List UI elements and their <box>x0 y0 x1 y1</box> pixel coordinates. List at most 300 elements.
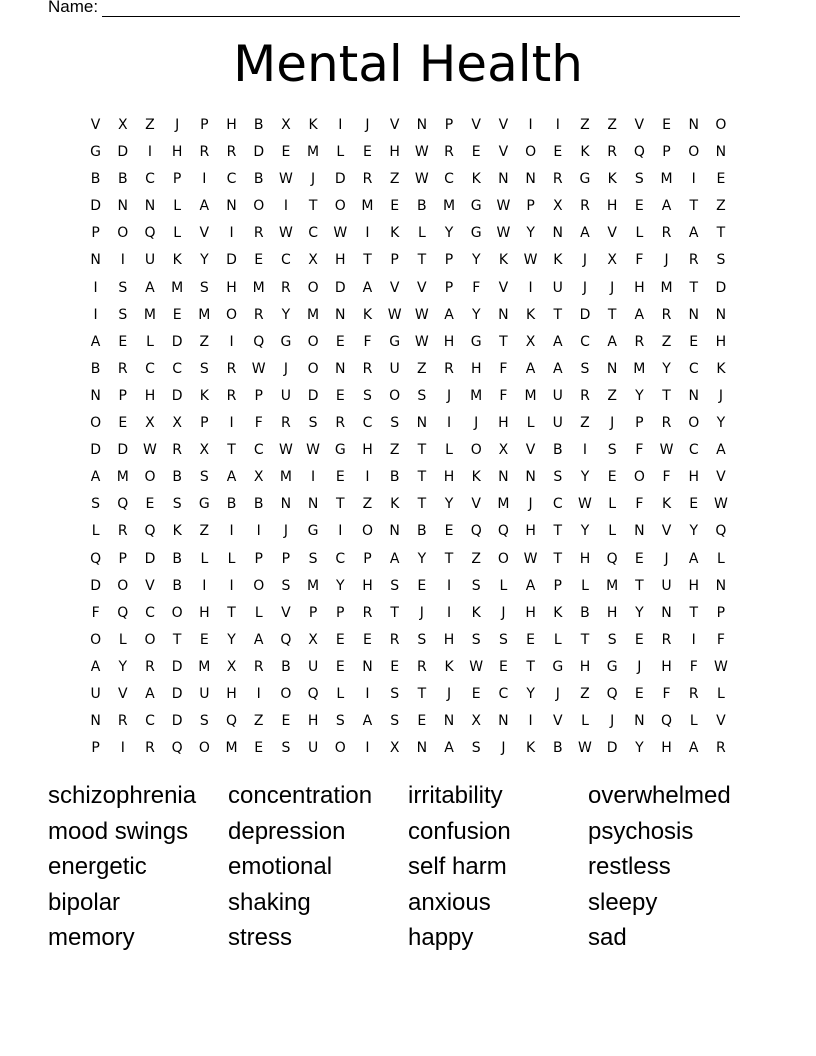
grid-row <box>82 302 735 329</box>
grid-letter: S <box>199 279 209 296</box>
grid-letter: I <box>120 740 125 757</box>
grid-letter: P <box>254 387 263 404</box>
grid-letter: N <box>634 523 645 540</box>
grid-letter: E <box>199 631 209 648</box>
grid-letter: I <box>147 144 153 161</box>
grid-letter: T <box>336 496 345 513</box>
grid-row <box>82 329 735 356</box>
grid-letter: V <box>607 225 617 242</box>
grid-letter: W <box>523 550 538 567</box>
grid-letter: T <box>689 198 698 215</box>
grid-letter: C <box>688 360 699 377</box>
grid-letter: H <box>362 577 373 594</box>
grid-letter: L <box>717 685 725 702</box>
grid-letter: I <box>229 577 234 594</box>
grid-letter: O <box>253 577 265 594</box>
grid-letter: O <box>171 604 183 621</box>
grid-letter: T <box>417 252 427 269</box>
grid-letter: F <box>472 279 481 296</box>
grid-letter: S <box>281 740 291 757</box>
grid-letter: V <box>199 225 210 242</box>
grid-letter: Y <box>200 252 209 269</box>
grid-letter: W <box>496 198 511 215</box>
grid-letter: I <box>283 198 288 215</box>
grid-letter: O <box>144 631 156 648</box>
grid-letter: D <box>90 577 101 594</box>
grid-letter: F <box>635 442 644 459</box>
grid-letter: E <box>390 658 400 675</box>
grid-letter: E <box>335 631 345 648</box>
grid-letter: V <box>117 685 128 702</box>
grid-letter: J <box>175 117 180 133</box>
grid-letter: M <box>279 469 292 486</box>
grid-letter: S <box>199 469 209 486</box>
grid-letter: L <box>689 713 698 730</box>
grid-letter: I <box>528 279 533 296</box>
grid-letter: Z <box>199 333 210 350</box>
grid-letter: R <box>335 415 346 432</box>
grid-letter: U <box>552 387 563 404</box>
grid-letter: L <box>91 523 100 540</box>
grid-letter: S <box>553 469 563 486</box>
grid-letter: N <box>90 252 101 269</box>
grid-letter: S <box>390 685 400 702</box>
grid-letter: O <box>334 740 346 757</box>
grid-letter: T <box>607 306 617 323</box>
grid-letter: D <box>334 171 346 188</box>
grid-letter: S <box>335 713 345 730</box>
grid-letter: T <box>526 658 535 675</box>
grid-letter: N <box>498 469 509 486</box>
grid-letter: P <box>390 252 399 269</box>
grid-letter: T <box>689 279 698 296</box>
grid-letter: S <box>607 442 617 459</box>
grid-letter: E <box>526 631 536 648</box>
grid-letter: K <box>172 252 182 269</box>
grid-letter: N <box>144 198 156 215</box>
grid-letter: Z <box>253 713 264 730</box>
grid-letter: R <box>362 171 373 188</box>
grid-letter: L <box>227 550 236 567</box>
grid-letter: W <box>278 171 293 188</box>
grid-letter: Z <box>417 360 427 377</box>
grid-letter: D <box>171 685 183 702</box>
grid-row <box>82 166 735 193</box>
grid-letter: N <box>525 469 536 486</box>
grid-letter: A <box>362 279 373 296</box>
grid-letter: C <box>145 360 155 377</box>
grid-letter: Y <box>444 496 454 513</box>
grid-letter: N <box>498 306 509 323</box>
grid-letter: A <box>199 198 210 215</box>
grid-letter: X <box>253 469 264 486</box>
grid-letter: O <box>633 469 645 486</box>
grid-letter: V <box>498 279 509 296</box>
grid-letter: L <box>336 685 345 702</box>
grid-letter: G <box>470 225 482 242</box>
grid-letter: B <box>117 171 128 188</box>
grid-letter: D <box>606 740 618 757</box>
grid-letter: X <box>281 117 291 133</box>
grid-letter: K <box>390 225 400 242</box>
grid-letter: N <box>280 496 292 513</box>
grid-letter: E <box>281 713 291 730</box>
grid-letter: H <box>226 117 237 133</box>
grid-letter: T <box>553 550 563 567</box>
grid-letter: A <box>444 306 454 323</box>
grid-letter: L <box>417 225 426 242</box>
grid-letter: S <box>580 360 590 377</box>
grid-letter: K <box>199 387 209 404</box>
grid-letter: J <box>637 658 642 675</box>
grid-row <box>82 573 735 600</box>
grid-letter: O <box>361 523 373 540</box>
grid-letter: N <box>715 144 727 161</box>
grid-letter: P <box>118 550 127 567</box>
grid-letter: T <box>227 604 236 621</box>
grid-letter: L <box>717 550 725 567</box>
grid-letter: A <box>688 550 699 567</box>
grid-letter: W <box>659 442 674 459</box>
grid-letter: K <box>444 658 454 675</box>
grid-letter: R <box>661 415 672 432</box>
grid-letter: C <box>226 171 237 188</box>
grid-letter: K <box>661 496 672 513</box>
grid-letter: N <box>416 117 428 133</box>
grid-letter: E <box>634 550 644 567</box>
grid-row <box>82 112 735 139</box>
grid-letter: A <box>688 740 699 757</box>
grid-letter: R <box>145 658 155 675</box>
grid-letter: M <box>198 306 211 323</box>
grid-letter: Z <box>362 496 373 513</box>
grid-letter: Y <box>118 658 128 675</box>
grid-letter: Q <box>715 523 727 540</box>
grid-letter: X <box>308 252 318 269</box>
grid-letter: F <box>499 387 508 404</box>
grid-letter: W <box>414 333 429 350</box>
grid-letter: S <box>417 387 427 404</box>
grid-letter: J <box>582 279 588 296</box>
word-bank-item: memory <box>48 924 135 951</box>
grid-letter: R <box>661 631 672 648</box>
grid-letter: R <box>172 442 183 459</box>
grid-letter: X <box>389 740 400 757</box>
grid-row <box>82 275 735 302</box>
grid-letter: P <box>553 577 562 594</box>
grid-letter: N <box>688 306 699 323</box>
grid-letter: H <box>226 685 237 702</box>
grid-letter: N <box>443 713 455 730</box>
grid-letter: L <box>526 415 535 432</box>
grid-letter: N <box>362 658 373 675</box>
grid-letter: R <box>661 225 672 242</box>
grid-letter: G <box>470 198 482 215</box>
grid-letter: R <box>688 685 699 702</box>
grid-letter: T <box>635 577 644 594</box>
word-bank-item: overwhelmed <box>588 782 731 809</box>
grid-letter: E <box>689 496 699 513</box>
grid-letter: E <box>254 740 264 757</box>
grid-letter: C <box>308 225 318 242</box>
grid-letter: E <box>145 496 155 513</box>
grid-letter: B <box>172 577 182 594</box>
grid-letter: W <box>414 144 429 161</box>
grid-letter: M <box>307 577 320 594</box>
grid-letter: J <box>283 360 288 377</box>
grid-letter: M <box>198 658 211 675</box>
grid-letter: R <box>226 360 237 377</box>
grid-letter: I <box>555 117 560 133</box>
grid-letter: R <box>362 604 373 621</box>
grid-letter: Y <box>227 631 236 648</box>
grid-letter: D <box>226 252 237 269</box>
grid-letter: Q <box>606 550 618 567</box>
grid-letter: V <box>471 117 481 133</box>
grid-letter: A <box>525 577 536 594</box>
grid-row <box>82 437 735 464</box>
grid-letter: J <box>528 496 533 513</box>
grid-letter: C <box>362 415 373 432</box>
grid-letter: U <box>144 252 156 269</box>
word-bank-item: anxious <box>408 888 491 916</box>
grid-letter: F <box>635 252 644 269</box>
grid-letter: P <box>118 387 127 404</box>
grid-letter: N <box>389 523 400 540</box>
grid-letter: A <box>525 360 536 377</box>
grid-letter: M <box>116 469 129 486</box>
grid-letter: Z <box>145 117 155 133</box>
grid-letter: U <box>307 740 319 757</box>
grid-letter: A <box>90 658 101 675</box>
grid-letter: T <box>662 387 671 404</box>
grid-letter: K <box>553 604 563 621</box>
word-bank-item: mood swings <box>48 817 189 845</box>
grid-letter: E <box>498 658 508 675</box>
grid-letter: X <box>145 415 155 432</box>
grid-letter: J <box>664 252 669 269</box>
grid-letter: N <box>416 740 428 757</box>
grid-letter: H <box>688 577 699 594</box>
grid-letter: S <box>172 496 182 513</box>
grid-letter: U <box>280 387 292 404</box>
grid-letter: Y <box>471 252 481 269</box>
grid-letter: J <box>446 387 452 404</box>
word-bank-item: shaking <box>228 888 311 916</box>
grid-row <box>82 193 735 220</box>
grid-letter: A <box>661 198 672 215</box>
grid-letter: P <box>444 117 454 133</box>
grid-letter: T <box>172 631 182 648</box>
grid-letter: U <box>661 577 672 594</box>
word-bank-item: sad <box>588 924 627 951</box>
grid-letter: O <box>90 631 102 648</box>
word-bank-item: irritability <box>408 782 503 809</box>
grid-letter: Q <box>117 604 129 621</box>
word-bank-item: restless <box>588 853 671 880</box>
grid-letter: I <box>229 225 234 242</box>
grid-letter: O <box>117 225 129 242</box>
grid-letter: S <box>634 171 644 188</box>
grid-letter: I <box>691 631 696 648</box>
grid-letter: V <box>471 496 481 513</box>
grid-letter: I <box>365 469 370 486</box>
grid-letter: X <box>498 442 509 459</box>
grid-letter: Y <box>417 550 427 567</box>
grid-letter: K <box>471 604 481 621</box>
grid-letter: K <box>471 469 481 486</box>
grid-letter: I <box>256 523 261 540</box>
grid-letter: E <box>417 577 427 594</box>
grid-letter: O <box>334 198 346 215</box>
grid-letter: K <box>362 306 373 323</box>
grid-letter: D <box>171 713 183 730</box>
grid-letter: O <box>389 387 401 404</box>
grid-letter: X <box>308 631 318 648</box>
grid-row <box>82 464 735 491</box>
grid-row <box>82 410 735 437</box>
grid-letter: P <box>91 740 100 757</box>
grid-letter: E <box>716 171 726 188</box>
grid-letter: A <box>552 333 563 350</box>
grid-letter: Z <box>716 198 726 215</box>
grid-letter: B <box>226 496 237 513</box>
grid-letter: D <box>117 144 129 161</box>
grid-row <box>82 735 735 762</box>
grid-letter: Y <box>716 415 726 432</box>
grid-letter: P <box>200 415 209 432</box>
grid-letter: X <box>471 713 482 730</box>
word-bank-item: confusion <box>408 817 511 845</box>
grid-letter: I <box>338 523 343 540</box>
grid-letter: N <box>525 171 536 188</box>
grid-letter: S <box>390 713 400 730</box>
grid-letter: H <box>606 198 618 215</box>
grid-letter: C <box>688 442 699 459</box>
grid-letter: V <box>389 117 400 133</box>
grid-letter: R <box>444 360 454 377</box>
grid-letter: I <box>446 604 452 621</box>
grid-letter: D <box>144 550 156 567</box>
grid-letter: E <box>662 117 671 133</box>
grid-letter: I <box>120 252 125 269</box>
grid-row <box>82 139 735 166</box>
grid-letter: F <box>716 631 725 648</box>
word-bank-item: bipolar <box>48 888 121 916</box>
grid-letter: Y <box>471 306 481 323</box>
grid-letter: N <box>715 577 727 594</box>
name-blank-line[interactable] <box>102 0 740 17</box>
grid-letter: N <box>307 496 319 513</box>
grid-letter: W <box>469 658 484 675</box>
grid-letter: C <box>498 685 509 702</box>
grid-letter: W <box>251 360 266 377</box>
grid-letter: D <box>171 387 183 404</box>
grid-letter: M <box>606 577 619 594</box>
grid-letter: K <box>716 360 726 377</box>
grid-letter: O <box>525 144 537 161</box>
grid-letter: J <box>610 713 615 730</box>
grid-letter: D <box>307 387 319 404</box>
grid-letter: P <box>281 550 291 567</box>
grid-letter: J <box>501 740 506 757</box>
grid-letter: B <box>90 360 101 377</box>
grid-letter: C <box>145 713 155 730</box>
grid-letter: Q <box>144 523 156 540</box>
grid-letter: K <box>172 523 182 540</box>
grid-letter: D <box>117 442 129 459</box>
grid-letter: D <box>171 658 183 675</box>
grid-letter: M <box>442 198 456 215</box>
word-bank <box>48 780 768 958</box>
grid-letter: K <box>390 496 400 513</box>
grid-letter: F <box>254 415 263 432</box>
grid-letter: R <box>281 415 291 432</box>
grid-letter: S <box>91 496 101 513</box>
grid-letter: Z <box>471 550 482 567</box>
grid-letter: W <box>387 306 402 323</box>
grid-letter: I <box>528 117 533 133</box>
grid-letter: H <box>579 550 591 567</box>
grid-letter: P <box>716 604 726 621</box>
word-bank-item: happy <box>408 924 474 951</box>
grid-letter: O <box>280 685 292 702</box>
grid-letter: O <box>307 333 319 350</box>
grid-letter: W <box>333 225 348 242</box>
grid-letter: L <box>146 333 154 350</box>
grid-letter: G <box>470 333 482 350</box>
grid-letter: P <box>254 550 263 567</box>
grid-letter: T <box>716 225 726 242</box>
grid-letter: Q <box>307 685 319 702</box>
grid-letter: P <box>336 604 345 621</box>
grid-letter: L <box>336 144 345 161</box>
grid-letter: E <box>390 198 400 215</box>
grid-letter: Y <box>689 523 698 540</box>
grid-letter: R <box>117 523 128 540</box>
grid-letter: N <box>552 225 564 242</box>
grid-letter: R <box>389 631 400 648</box>
grid-letter: I <box>229 523 234 540</box>
grid-letter: W <box>278 225 293 242</box>
grid-letter: M <box>660 171 673 188</box>
grid-row <box>82 600 735 627</box>
grid-letter: G <box>389 333 401 350</box>
grid-letter: H <box>470 360 482 377</box>
grid-letter: O <box>253 198 265 215</box>
grid-letter: A <box>145 685 155 702</box>
grid-letter: N <box>335 306 346 323</box>
grid-letter: Z <box>580 415 590 432</box>
grid-letter: E <box>471 144 481 161</box>
grid-row <box>82 356 735 383</box>
grid-letter: H <box>199 604 210 621</box>
grid-letter: S <box>281 577 291 594</box>
grid-letter: A <box>580 225 590 242</box>
grid-letter: E <box>634 631 644 648</box>
grid-letter: G <box>579 171 591 188</box>
grid-letter: N <box>661 604 672 621</box>
grid-letter: R <box>199 144 210 161</box>
grid-letter: O <box>715 117 727 133</box>
grid-letter: V <box>145 577 155 594</box>
grid-letter: E <box>118 415 128 432</box>
grid-letter: B <box>90 171 101 188</box>
grid-letter: I <box>691 171 696 188</box>
grid-letter: L <box>635 225 644 242</box>
grid-letter: R <box>688 252 699 269</box>
grid-letter: R <box>634 333 645 350</box>
